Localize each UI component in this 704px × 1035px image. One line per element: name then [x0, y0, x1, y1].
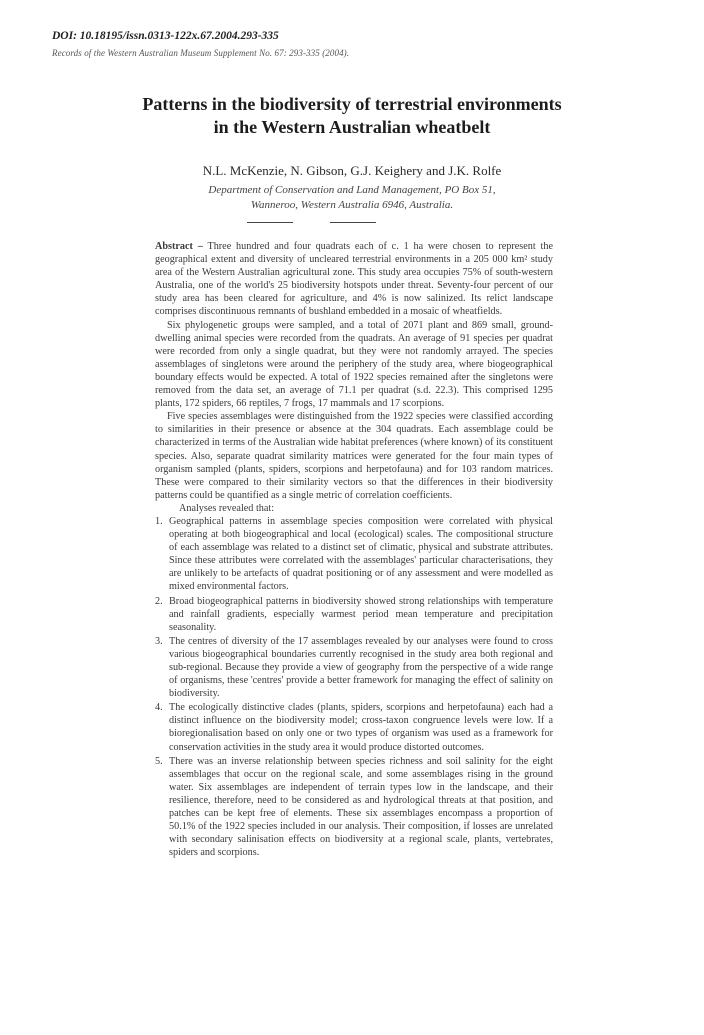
analyses-lead: Analyses revealed that: — [179, 502, 275, 514]
abstract-paragraph — [155, 240, 553, 319]
finding-number: 2. — [155, 595, 163, 607]
finding-text: There was an inverse relationship between species richness and soil salinity for the eight assemblages that occur on the regional scale, and some assemblages rising in the ground water. Six assemblages are independent of terrain types low in the landscape, and their resilience, therefore, need to be considered as and hydrological threats at that position, and patches can be kept free of elements. These six assemblages encompass a proportion of 50.1% of the 1922 species included in our analysis. Their composition, if losses are unrelated with secondary salinisation effects on biodiversity at a regional scale, plants, vertebrates, spiders and scorpions. — [169, 755, 553, 859]
finding-item — [155, 515, 553, 594]
journal-citation: Records of the Western Australian Museum Supplement No. 67: 293-335 (2004). — [52, 48, 350, 58]
finding-item — [155, 595, 553, 634]
affiliation — [150, 183, 554, 213]
finding-number: 5. — [155, 755, 163, 767]
paper-title — [100, 93, 604, 139]
finding-text: Geographical patterns in assemblage species composition were correlated with physical operating at both biogeographical and local (ecological) scales. The compositional structure of each assemblage was related to a distinct set of climatic, physical and substrate attributes. Since these attributes were correlated with the assemblages' particular characterisations, they are unlikely to be artefacts of quadrat positioning or of any assessment and were modelled as mixed environmental factors. — [169, 515, 553, 593]
finding-number: 3. — [155, 635, 163, 647]
separator-rule-right — [330, 222, 376, 223]
abstract-text: Three hundred and four quadrats each of c. 1 ha were chosen to represent the geographical extent and diversity of uncleared terrestrial environments in a 205 000 km² study area of the Western Australian agricultural zone. This study area occupies 75% of south-western Australia, one of the world's 25 biodiversity hotspots under threat. Seventy-four percent of our study area has been cleared for agriculture, and 4% is now salinized. Its relict landscape comprises discontinuous remnants of bushland embedded in a mosaic of wheatfields. — [155, 241, 553, 318]
finding-text: The ecologically distinctive clades (plants, spiders, scorpions and herpetofauna) each had a distinct influence on the biodiversity model; cross-taxon congruence levels were low. If a bioregionalisation based on only one or two types of organism was used as a framework for conservation activities in the study area it would produce distorted outcomes. — [169, 702, 553, 753]
findings-list — [155, 515, 553, 859]
finding-number: 1. — [155, 515, 163, 527]
finding-number: 4. — [155, 702, 163, 714]
title-line-2: in the Western Australian wheatbelt — [213, 117, 491, 137]
finding-item — [155, 635, 553, 700]
finding-text: The centres of diversity of the 17 assemblages revealed by our analyses were found to cross various biogeographical boundaries currently recognised in the study area both regional and sub-regional. Because they provide a view of geography from the perspective of a wide range of organisms, these 'centres' provide a better framework for managing the effect of salinity on biodiversity. — [169, 635, 553, 700]
affiliation-line-1: Department of Conservation and Land Management, PO Box 51, — [208, 184, 496, 196]
abstract-paragraph: Five species assemblages were distinguished from the 1922 species were classified according to similarities in their presence or absence at the 304 quadrats. Each assemblage could be characterized in terms of the Australian wide habitat preferences (where known) of its constituent species. Also, separate quadrat similarity matrices were generated for the four main types of organism sampled (plants, spiders, scorpions and herpetofauna) and for 103 random matrices. These were compared to their similarity vectors so that the differences in their biodiversity patterns could be quantified as a single metric of correlation coefficients. — [155, 411, 553, 501]
doi-line: DOI: 10.18195/issn.0313-122x.67.2004.293-335 — [52, 30, 279, 42]
title-line-1: Patterns in the biodiversity of terrestrial environments — [142, 94, 562, 114]
separator-rule-left — [247, 222, 293, 223]
finding-text: Broad biogeographical patterns in biodiversity showed strong relationships with temperature and rainfall gradients, especially warmest period mean temperature and precipitation seasonality. — [169, 595, 553, 633]
abstract-block — [155, 240, 553, 860]
abstract-paragraph: Six phylogenetic groups were sampled, and a total of 2071 plant and 869 small, ground-dwelling animal species were recorded from the quadrats. An average of 91 species per quadrat were recorded from only a single quadrat, but they were not randomly arrayed. The species assemblages of singletons were around the periphery of the study area, where biogeographical boundary effects would be expected. A total of 1922 species remained after the singletons were removed from the data set, an average of 71.1 per quadrat (s.d. 22.3). This comprised 1295 plants, 172 spiders, 66 reptiles, 7 frogs, 17 mammals and 17 scorpions. — [155, 319, 553, 410]
abstract-heading: Abstract – — [155, 241, 203, 252]
finding-item — [155, 755, 553, 860]
affiliation-line-2: Wanneroo, Western Australia 6946, Australia. — [250, 199, 454, 211]
finding-item — [155, 701, 553, 753]
author-list: N.L. McKenzie, N. Gibson, G.J. Keighery and J.K. Rolfe — [202, 163, 502, 178]
